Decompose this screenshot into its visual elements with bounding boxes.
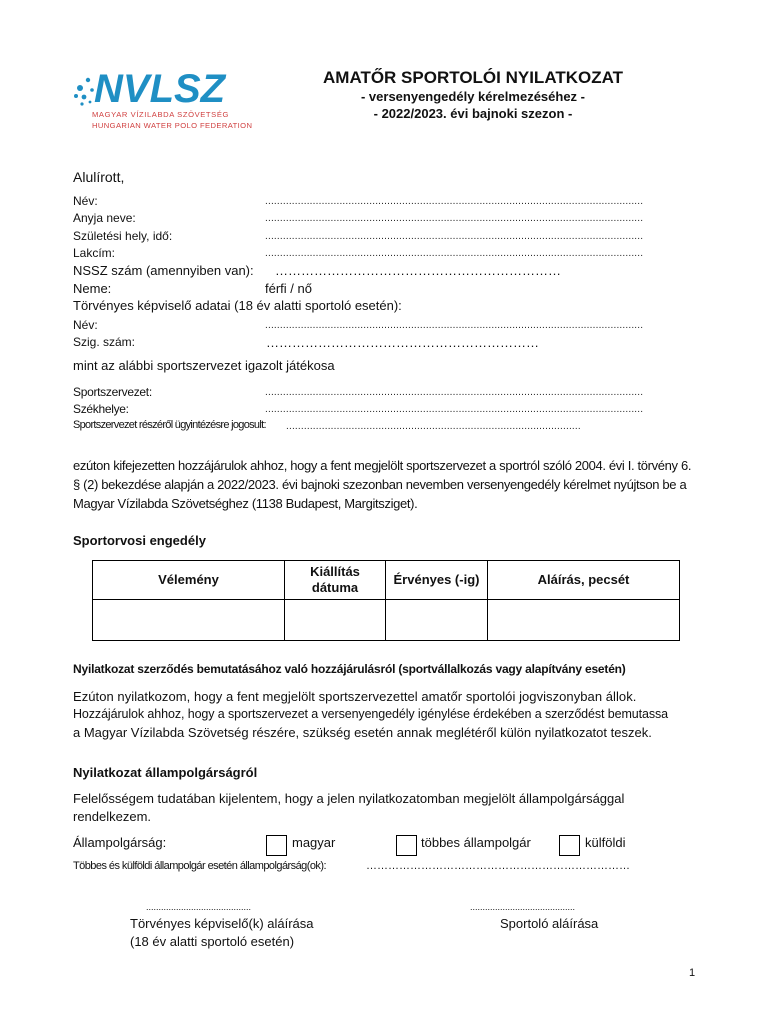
contract-line2: Hozzájárulok ahhoz, hogy a sportszervezet a versenyengedély igénylése érdekében a szerződést bemutassa (73, 707, 669, 721)
address-field[interactable]: ............................................................................................................................... (265, 248, 644, 259)
contract-line1: Ezúton nyilatkozom, hogy a fent megjelölt sportszervezettel amatőr sportolói jogviszonyban állok. (73, 689, 637, 704)
authorized-label: Sportszervezet részéről ügyintézésre jogosult: (73, 419, 266, 431)
logo-org-hu: MAGYAR VÍZILABDA SZÖVETSÉG (92, 110, 229, 119)
address-label: Lakcím: (73, 246, 116, 260)
page-subtitle: - versenyengedély kérelmezéséhez - (360, 89, 585, 104)
club-intro: mint az alábbi sportszervezet igazolt játékosa (73, 358, 335, 373)
guardian-signature-line[interactable]: .......................................... (146, 902, 252, 912)
mother-name-label: Anyja neve: (73, 211, 136, 225)
athlete-signature-line[interactable]: .......................................... (470, 902, 576, 912)
guardian-signature-label: Törvényes képviselő(k) aláírása (130, 916, 314, 931)
col-valid-until: Érvényes (-ig) (386, 561, 488, 600)
page-title: AMATŐR SPORTOLÓI NYILATKOZAT (323, 68, 623, 87)
col-issue-date (285, 561, 386, 600)
consent-paragraph: ezúton kifejezetten hozzájárulok ahhoz, hogy a fent megjelölt sportszervezet a sportról szóló 2004. évi I. törvény 6. § (2) bekezdése alapján a 2022/2023. évi bajnoki szezonban nevemben versenyengedély kérelmet nyújtson be a Magyar Vízilabda Szövetséghez (1138 Budapest, Margitsziget). (73, 458, 692, 511)
contract-line3: a Magyar Vízilabda Szövetség részére, szükség esetén annak meglétéről külön nyilatkozatot teszek. (73, 725, 652, 740)
club-label: Sportszervezet: (73, 385, 152, 399)
guardian-name-field[interactable]: ............................................................................................................................... (265, 320, 644, 331)
gender-value[interactable]: férfi / nő (265, 281, 312, 296)
cell-issue-date[interactable] (285, 600, 386, 641)
club-field[interactable]: ............................................................................................................................... (265, 387, 644, 398)
citizenship-label: Állampolgárság: (73, 835, 167, 850)
citizenship-text1: Felelősségem tudatában kijelentem, hogy a jelen nyilatkozatomban megjelölt állampolgársággal (73, 791, 625, 806)
cell-signature[interactable] (488, 600, 680, 641)
birth-label: Születési hely, idő: (73, 229, 173, 243)
checkbox-foreign[interactable] (559, 835, 580, 856)
col-issue-line2: dátuma (311, 580, 359, 595)
page-number: 1 (689, 967, 696, 979)
col-opinion: Vélemény (93, 561, 285, 600)
name-label: Név: (73, 194, 98, 208)
col-signature: Aláírás, pecsét (488, 561, 680, 600)
option-hungarian: magyar (292, 835, 336, 850)
option-foreign: külföldi (585, 835, 626, 850)
multi-citizenship-field[interactable]: ……………………………………………………………… (366, 860, 630, 872)
medical-table (92, 560, 680, 641)
cell-valid-until[interactable] (386, 600, 488, 641)
checkbox-multiple[interactable] (396, 835, 417, 856)
athlete-signature-label: Sportoló aláírása (500, 916, 599, 931)
guardian-name-label: Név: (73, 318, 98, 332)
cell-opinion[interactable] (93, 600, 285, 641)
season-line: - 2022/2023. évi bajnoki szezon - (373, 106, 573, 121)
birth-field[interactable]: ............................................................................................................................... (265, 231, 644, 242)
guardian-header: Törvényes képviselő adatai (18 év alatti sportoló esetén): (73, 298, 402, 313)
option-multiple: többes állampolgár (421, 835, 531, 850)
guardian-signature-note: (18 év alatti sportoló esetén) (130, 934, 295, 949)
name-field[interactable]: ............................................................................................................................... (265, 196, 644, 207)
logo-org-en: HUNGARIAN WATER POLO FEDERATION (92, 121, 253, 130)
contract-heading: Nyilatkozat szerződés bemutatásához való hozzájárulásról (sportvállalkozás vagy alapítvány esetén) (73, 662, 626, 676)
seat-field[interactable]: ............................................................................................................................... (265, 404, 644, 415)
citizenship-heading: Nyilatkozat állampolgárságról (73, 765, 258, 780)
intro-text: Alulírott, (73, 169, 125, 185)
multi-citizenship-label: Többes és külföldi állampolgár esetén állampolgárság(ok): (73, 860, 326, 872)
col-issue-line1: Kiállítás (310, 564, 360, 579)
mother-name-field[interactable]: ............................................................................................................................... (265, 213, 644, 224)
medical-heading: Sportorvosi engedély (73, 533, 206, 548)
checkbox-hungarian[interactable] (266, 835, 287, 856)
logo-wordmark: NVLSZ (94, 67, 226, 110)
seat-label: Székhelye: (73, 402, 129, 416)
id-field[interactable]: ……………………………………………………… (266, 335, 539, 350)
gender-label: Neme: (73, 281, 112, 296)
citizenship-text2: rendelkezem. (73, 809, 152, 824)
nssz-label: NSSZ szám (amennyiben van): (73, 263, 254, 278)
id-label: Szig. szám: (73, 335, 136, 349)
authorized-field[interactable]: ................................................................................................... (286, 421, 581, 432)
nssz-field[interactable]: ………………………………………………………… (275, 263, 561, 278)
